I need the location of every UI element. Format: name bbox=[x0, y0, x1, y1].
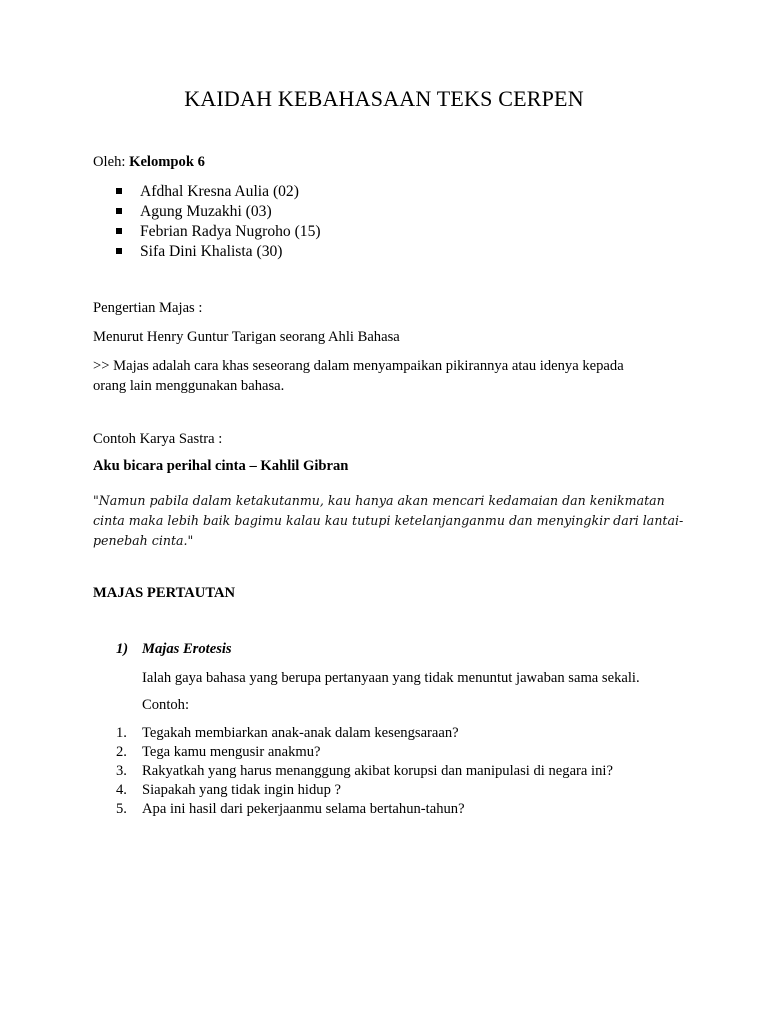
list-item: 1. Tegakah membiarkan anak-anak dalam kesengsaraan? bbox=[116, 725, 459, 741]
list-item: Febrian Radya Nugroho (15) bbox=[116, 222, 321, 242]
subsection-heading bbox=[116, 641, 232, 658]
quote-block: "Namun pabila dalam ketakutanmu, kau hanya akan mencari kedamaian dan kenikmatan cinta maka lebih baik bagimu kalau kau tutupi ketelanjanganmu dan menyingkir dari lantai- penebah cinta." bbox=[93, 493, 684, 548]
member-list bbox=[116, 182, 321, 262]
list-item: Sifa Dini Khalista (30) bbox=[116, 242, 321, 262]
subsection-number: 1) bbox=[116, 641, 129, 657]
document-title: KAIDAH KEBAHASAAN TEKS CERPEN bbox=[184, 86, 584, 111]
examples-list bbox=[116, 724, 613, 819]
list-item: Afdhal Kresna Aulia (02) bbox=[116, 182, 321, 202]
bullet-icon bbox=[116, 248, 122, 254]
list-item: 5. Apa ini hasil dari pekerjaanmu selama bertahun-tahun? bbox=[116, 801, 465, 817]
definition-text: >> Majas adalah cara khas seseorang dalam menyampaikan pikirannya atau idenya kepada orang lain menggunakan bahasa. bbox=[93, 358, 624, 394]
author-line bbox=[93, 154, 205, 171]
bullet-icon bbox=[116, 208, 122, 214]
list-item: 2. Tega kamu mengusir anakmu? bbox=[116, 744, 321, 760]
example-work-title: Aku bicara perihal cinta – Kahlil Gibran bbox=[93, 458, 349, 474]
list-item: Agung Muzakhi (03) bbox=[116, 202, 321, 222]
author-label: Oleh: bbox=[93, 154, 126, 170]
list-item: 4. Siapakah yang tidak ingin hidup ? bbox=[116, 782, 342, 798]
bullet-icon bbox=[116, 228, 122, 234]
subsection-title: Majas Erotesis bbox=[142, 641, 232, 657]
definition-heading: Pengertian Majas : bbox=[93, 300, 203, 316]
bullet-icon bbox=[116, 188, 122, 194]
examples-label: Contoh: bbox=[142, 697, 190, 713]
definition-source: Menurut Henry Guntur Tarigan seorang Ahli Bahasa bbox=[93, 329, 400, 345]
example-heading: Contoh Karya Sastra : bbox=[93, 431, 223, 447]
author-group: Kelompok 6 bbox=[129, 154, 205, 170]
section-heading: MAJAS PERTAUTAN bbox=[93, 585, 236, 601]
subsection-description: Ialah gaya bahasa yang berupa pertanyaan yang tidak menuntut jawaban sama sekali. bbox=[142, 670, 640, 686]
list-item: 3. Rakyatkah yang harus menanggung akibat korupsi dan manipulasi di negara ini? bbox=[116, 763, 613, 779]
